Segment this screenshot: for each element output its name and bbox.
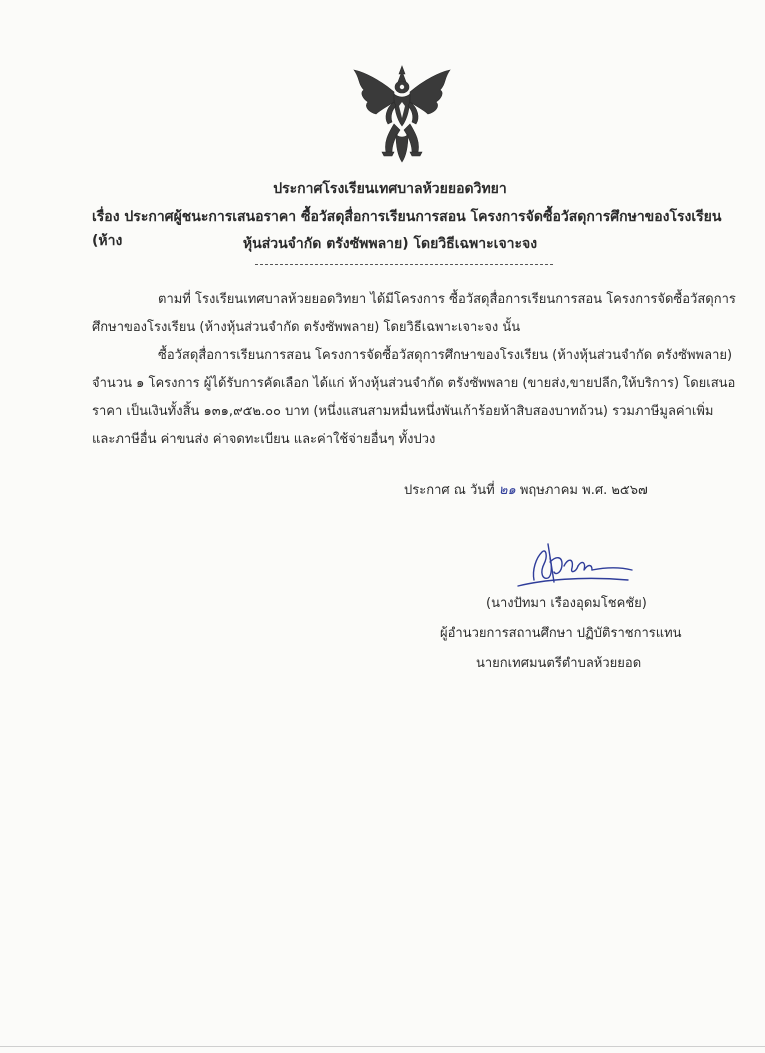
paragraph-2-line-4: และภาษีอื่น ค่าขนส่ง ค่าจดทะเบียน และค่าใช้จ่ายอื่นๆ ทั้งปวง — [92, 432, 436, 447]
announcement-subject: เรื่อง ประกาศผู้ชนะการเสนอราคา ซื้อวัสดุสื่อการเรียนการสอน โครงการจัดซื้อวัสดุการศึกษาของโรงเรียน (ห้าง — [92, 209, 722, 249]
page-edge-line — [0, 1046, 765, 1047]
announcement-date — [404, 477, 648, 505]
paragraph-2-line-1: ซื้อวัสดุสื่อการเรียนการสอน โครงการจัดซื้อวัสดุการศึกษาของโรงเรียน (ห้างหุ้นส่วนจำกัด ตรังซัพพลาย) — [158, 348, 733, 363]
paragraph-2-line-3: ราคา เป็นเงินทั้งสิ้น ๑๓๑,๙๕๒.๐๐ บาท (หนึ่งแสนสามหมื่นหนึ่งพันเก้าร้อยห้าสิบสองบาทถ้วน) รวมภาษีมูลค่าเพิ่ม — [92, 404, 714, 419]
announcement-subject-continued: หุ้นส่วนจำกัด ตรังซัพพลาย) โดยวิธีเฉพาะเจาะจง — [242, 236, 538, 252]
paragraph-1-line-2: ศึกษาของโรงเรียน (ห้างหุ้นส่วนจำกัด ตรังซัพพลาย) โดยวิธีเฉพาะเจาะจง นั้น — [92, 320, 521, 335]
garuda-emblem — [350, 62, 454, 166]
date-suffix: พฤษภาคม พ.ศ. ๒๕๖๗ — [519, 483, 648, 498]
handwritten-signature — [512, 536, 637, 591]
signer-position: ผู้อำนวยการสถานศึกษา ปฏิบัติราชการแทน — [440, 626, 682, 641]
header-divider — [255, 264, 553, 265]
date-prefix: ประกาศ ณ วันที่ — [404, 483, 495, 498]
signer-office: นายกเทศมนตรีตำบลห้วยยอด — [476, 656, 642, 671]
paragraph-1-line-1: ตามที่ โรงเรียนเทศบาลห้วยยอดวิทยา ได้มีโครงการ ซื้อวัสดุสื่อการเรียนการสอน โครงการจัดซื้อวัสดุการ — [158, 292, 736, 307]
signer-name: (นางปัทมา เรืองอุดมโชคชัย) — [486, 596, 647, 611]
announcement-heading: ประกาศโรงเรียนเทศบาลห้วยยอดวิทยา — [273, 181, 507, 197]
date-day-handwritten: ๒๑ — [498, 483, 516, 498]
paragraph-2-line-2: จำนวน ๑ โครงการ ผู้ได้รับการคัดเลือก ได้แก่ ห้างหุ้นส่วนจำกัด ตรังซัพพลาย (ขายส่ง,ขายปลีก,ให้บริการ) โดยเสนอ — [92, 376, 736, 391]
